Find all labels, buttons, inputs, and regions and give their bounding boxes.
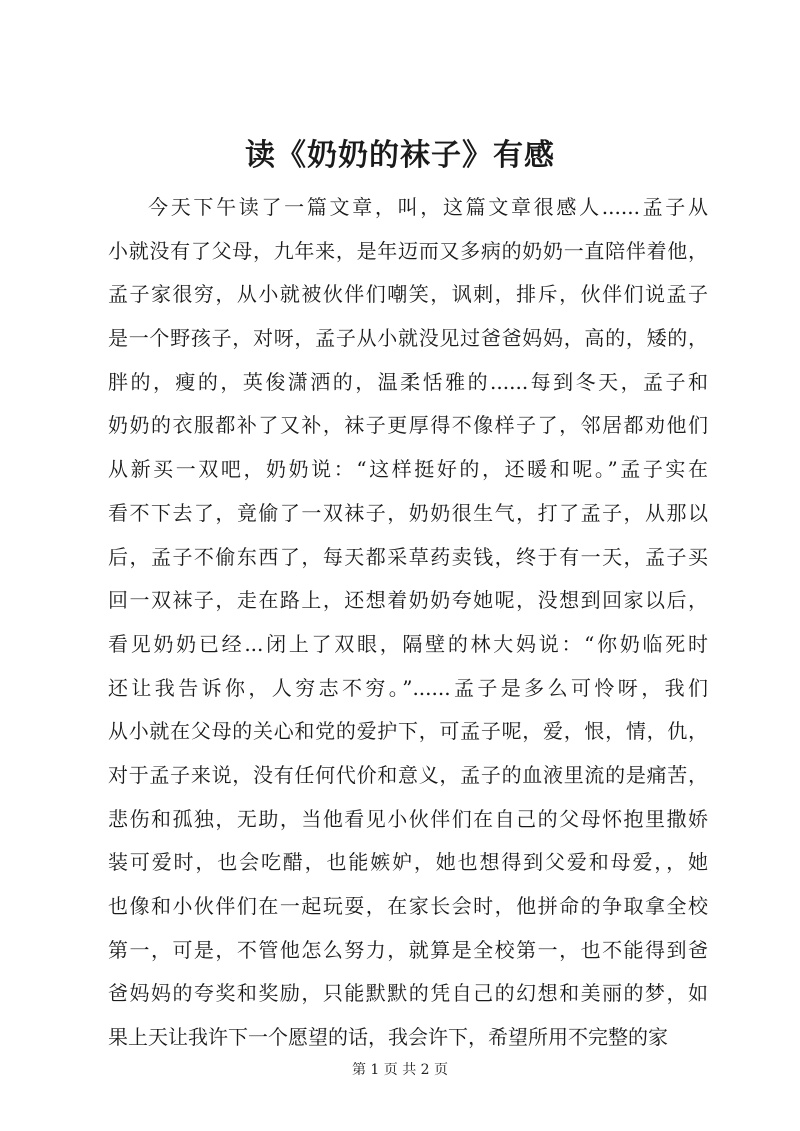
body-line: 从新买一双吧，奶奶说：“这样挺好的，还暖和呢。”孟子实在 [108,457,708,482]
body-line: 今天下午读了一篇文章，叫，这篇文章很感人......孟子从 [148,195,708,219]
body-line: 第一，可是，不管他怎么努力，就算是全校第一，也不能得到爸 [108,937,708,962]
body-line: 胖的，瘦的，英俊潇洒的，温柔恬雅的......每到冬天，孟子和 [108,369,708,394]
body-line: 奶奶的衣服都补了又补，袜子更厚得不像样子了，邻居都劝他们 [108,413,708,438]
body-line: 看不下去了，竟偷了一双袜子，奶奶很生气，打了孟子，从那以 [108,500,708,525]
body-line: 小就没有了父母，九年来，是年迈而又多病的奶奶一直陪伴着他， [108,238,708,263]
body-line: 看见奶奶已经...闭上了双眼，隔壁的林大妈说：“你奶临死时 [108,631,708,656]
body-line: 爸妈妈的夸奖和奖励，只能默默的凭自己的幻想和美丽的梦，如 [108,981,708,1006]
body-line: 回一双袜子，走在路上，还想着奶奶夸她呢，没想到回家以后， [108,588,708,613]
document-title: 读《奶奶的袜子》有感 [245,138,555,173]
body-line: 后，孟子不偷东西了，每天都采草药卖钱，终于有一天，孟子买 [108,544,708,569]
body-line: 是一个野孩子，对呀，孟子从小就没见过爸爸妈妈，高的，矮的， [108,326,708,351]
body-line: 还让我告诉你，人穷志不穷。”......孟子是多么可怜呀，我们 [108,675,708,700]
body-line: 果上天让我许下一个愿望的话，我会许下，希望所用不完整的家 [108,1025,668,1050]
body-line: 孟子家很穷，从小就被伙伴们嘲笑，讽刺，排斥，伙伴们说孟子 [108,282,708,307]
page-number-footer: 第 1 页 共 2 页 [351,1062,449,1078]
body-line: 悲伤和孤独，无助，当他看见小伙伴们在自己的父母怀抱里撒娇 [108,806,708,831]
body-line: 也像和小伙伴们在一起玩耍，在家长会时，他拼命的争取拿全校 [108,894,708,918]
body-line: 从小就在父母的关心和党的爱护下，可孟子呢，爱，恨，情，仇， [108,719,708,744]
body-line: 装可爱时，也会吃醋，也能嫉妒，她也想得到父爱和母爱，，她 [108,850,708,875]
body-line: 对于孟子来说，没有任何代价和意义，孟子的血液里流的是痛苦， [108,762,708,787]
document-body [108,186,708,1060]
